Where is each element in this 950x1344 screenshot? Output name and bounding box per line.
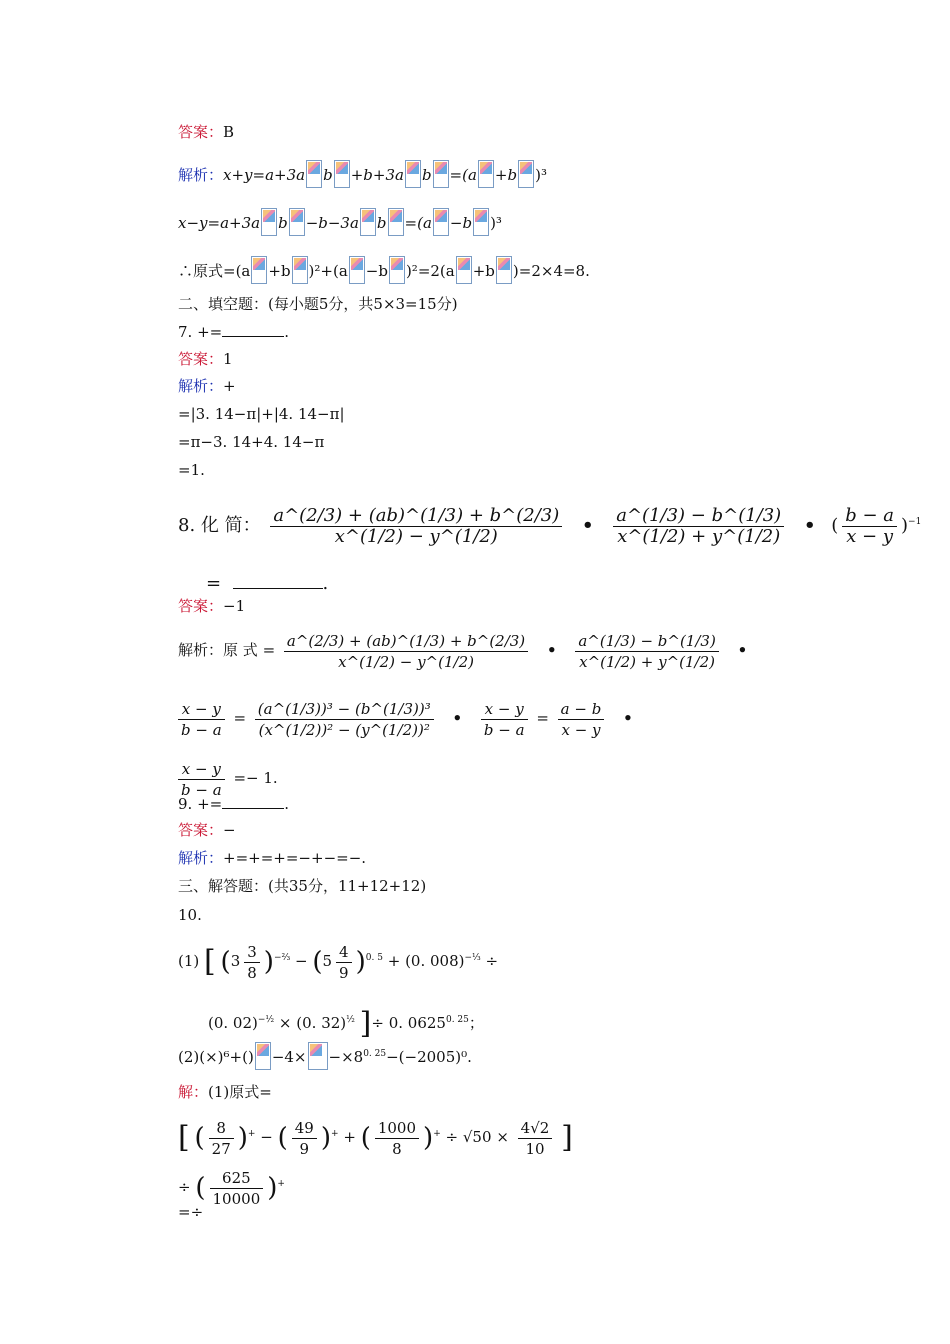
solution-10-line2: [ ( $\frac{8}{27}$ )+ − ( $\frac{49}{9}$ )+ + ( $\frac{1000}{8}$ )+ ÷ √50 × $\frac{4√2}{10}$ ]	[178, 1118, 573, 1158]
analysis-7-line3: =π−3. 14+4. 14−π	[178, 433, 325, 451]
math-text: −b	[449, 214, 473, 232]
math-text: )²+(a	[308, 262, 348, 280]
formula-image-icon	[308, 1042, 328, 1070]
math-text: −b	[365, 262, 388, 280]
denominator: x^(1/2) + y^(1/2)	[617, 525, 781, 547]
numerator: a^(2/3) + (ab)^(1/3) + b^(2/3)	[284, 631, 528, 652]
denominator: 10000	[212, 1189, 261, 1208]
formula-image-icon	[518, 160, 534, 188]
exponent: 0. 25	[445, 1015, 469, 1025]
question-9	[178, 794, 289, 814]
denominator: x − y	[846, 525, 894, 547]
formula-image-icon	[360, 208, 376, 236]
punct: .	[284, 323, 289, 341]
formula-image-icon	[389, 256, 405, 284]
denominator: 27	[211, 1139, 231, 1158]
question-8: 8. 化 简： $\frac{a\^{}(2/3) + (ab)\^{}(1/3) + b\^{}(2/3)}{x\^{}(1/2) - y\^{}(1/2)}$ • $\frac{a\^{}(1/3) - b\^{}(1/3)}{x\^{}(1/2) + y\^{}(1/2)}$ • ( $\frac{b - a}{x - y}$ )$^{-1}$	[178, 504, 922, 547]
fraction	[210, 1168, 264, 1209]
answer-value: −	[223, 821, 236, 839]
math-text: =(a	[404, 214, 432, 232]
fraction	[209, 1118, 234, 1159]
denominator: (x^(1/2))² − (y^(1/2))²	[258, 720, 430, 739]
answer-value: −1	[223, 597, 246, 615]
denominator: x^(1/2) + y^(1/2)	[579, 652, 715, 671]
math-text: =(a	[449, 166, 477, 184]
section-3-heading: 三、解答题：(共35分，11+12+12)	[178, 877, 427, 895]
numerator: 1000	[375, 1118, 419, 1139]
denominator: 9	[299, 1139, 310, 1158]
math-text: +=+=+=−+−=−.	[223, 849, 367, 867]
answer-label: 答案：	[178, 123, 224, 141]
exponent: +	[331, 1129, 339, 1139]
operator: •	[452, 709, 463, 727]
solution-10-line1	[178, 1082, 272, 1102]
operator: •	[737, 641, 748, 659]
denominator: b − a	[181, 720, 222, 739]
numerator: b − a	[842, 506, 897, 527]
denominator: x^(1/2) − y^(1/2)	[338, 652, 474, 671]
question-10-part1-line2: (0. 02)$^{-\frac{1}{2}}$ × (0. 32)$^{\frac{1}{2}}$ ]÷ 0. $0625^{0. 25}$；	[208, 1006, 484, 1041]
part-label: (1)	[178, 952, 200, 970]
question-7	[178, 322, 289, 342]
analysis-7	[178, 376, 236, 396]
denominator: 8	[247, 963, 257, 982]
answer-label: 答案：	[178, 350, 224, 368]
solution-10-line3: ÷ ( $\frac{625}{10000}$ )+	[178, 1168, 285, 1208]
math-text: (0. 02)	[208, 1014, 258, 1032]
formula-image-icon	[255, 1042, 271, 1070]
math-text: (1)原式=	[208, 1083, 272, 1101]
math-text: −4×	[271, 1048, 307, 1066]
exponent: +	[247, 1129, 256, 1139]
numerator: 8	[209, 1118, 234, 1139]
analysis-7-line4: =1.	[178, 461, 205, 479]
fraction	[481, 699, 528, 740]
math-text: )³	[535, 166, 547, 184]
formula-image-icon	[334, 160, 350, 188]
denominator: 10	[525, 1139, 545, 1158]
fraction	[518, 1118, 553, 1159]
formula-image-icon	[496, 256, 512, 284]
numerator: 625	[210, 1168, 264, 1189]
numerator: a^(1/3) − b^(1/3)	[613, 506, 784, 527]
math-text: =− 1.	[233, 769, 278, 787]
question-label: 8. 化 简：	[178, 515, 261, 536]
operator: ×	[496, 1128, 509, 1146]
formula-image-icon	[473, 208, 489, 236]
fraction	[292, 1118, 317, 1159]
solution-label: 解：	[178, 1083, 209, 1101]
math-text: × (0. 32)	[278, 1014, 347, 1032]
whole-number: 3	[230, 952, 241, 970]
exponent: +	[277, 1179, 285, 1189]
operator: +	[343, 1128, 356, 1146]
formula-image-icon	[292, 256, 308, 284]
denominator: 9	[339, 963, 349, 982]
question-10-part1-line1: (1) [ (3 $\frac{3}{8}$ )$^{-\frac{2}{3}}$ − (5 $\frac{4}{9}$ )$^{0. 5}$ + (0. 008)$^{-\frac{1}{3}}$ ÷	[178, 942, 499, 982]
denominator: b − a	[483, 720, 525, 739]
math-text: +b+3a	[350, 166, 404, 184]
equals: =	[262, 641, 276, 659]
exponent: 0. 5	[365, 953, 383, 963]
answer-8	[178, 596, 245, 616]
formula-image-icon	[433, 160, 449, 188]
punct: .	[284, 795, 289, 813]
analysis-8-line2	[178, 694, 643, 742]
fraction	[284, 631, 528, 672]
fraction	[336, 942, 352, 983]
formula-image-icon	[478, 160, 494, 188]
equals: =	[206, 573, 222, 594]
math-text: +b	[268, 262, 291, 280]
operator: •	[581, 515, 594, 536]
fraction	[255, 699, 434, 740]
numerator: x − y	[178, 759, 225, 780]
analysis-6-line2: x−y=a+3a b −b−3a b =(a −b )³	[178, 208, 502, 236]
numerator: 4	[336, 942, 352, 963]
exponent: ½	[346, 1015, 355, 1025]
solution-10-line4: =÷	[178, 1203, 204, 1221]
denominator: 8	[392, 1139, 402, 1158]
section-2-heading: 二、填空题：(每小题5分，共5×3=15分)	[178, 295, 458, 313]
fraction	[613, 506, 784, 547]
operator: •	[803, 515, 816, 536]
question-10-part2	[178, 1042, 472, 1070]
fraction	[178, 699, 225, 740]
operator: −	[260, 1128, 273, 1146]
fraction	[270, 506, 562, 547]
fraction	[244, 942, 260, 983]
math-text: −b−3a	[305, 214, 359, 232]
answer-7	[178, 349, 233, 369]
math-text: (0. 008)	[405, 952, 465, 970]
math-text: +b	[472, 262, 495, 280]
formula-image-icon	[388, 208, 404, 236]
fraction	[558, 699, 605, 740]
formula-image-icon	[349, 256, 365, 284]
answer-blank	[222, 322, 284, 337]
numerator: 3	[244, 942, 260, 963]
answer-label: 答案：	[178, 597, 224, 615]
answer-value: 1	[223, 350, 233, 368]
analysis-label: 解析：	[178, 377, 224, 395]
formula-image-icon	[261, 208, 277, 236]
exponent: −½	[257, 1015, 275, 1025]
math-text: √50	[462, 1128, 492, 1146]
question-8-result	[206, 572, 328, 594]
numerator: a^(1/3) − b^(1/3)	[575, 631, 718, 652]
formula-image-icon	[289, 208, 305, 236]
math-text: )²=2(a	[405, 262, 455, 280]
formula-image-icon	[306, 160, 322, 188]
math-text: ∴原式=(a	[178, 262, 251, 280]
numerator: a^(2/3) + (ab)^(1/3) + b^(2/3)	[270, 506, 562, 527]
answer-value: B	[223, 123, 235, 141]
exponent: −1	[908, 517, 922, 527]
numerator: 4√2	[518, 1118, 553, 1139]
analysis-label: 解析：	[178, 166, 224, 184]
question-text: 9. +=	[178, 795, 223, 813]
operator: ÷	[485, 952, 499, 970]
analysis-label: 解析：原 式	[178, 641, 258, 659]
denominator: x − y	[561, 720, 601, 739]
math-text: +b	[494, 166, 518, 184]
question-10: 10.	[178, 906, 202, 924]
math-text: −×8	[328, 1048, 364, 1066]
answer-blank	[222, 794, 284, 809]
fraction	[575, 631, 718, 672]
math-text: )³	[490, 214, 502, 232]
analysis-6-line3	[178, 256, 590, 284]
math-text: )=2×4=8.	[512, 262, 590, 280]
analysis-8-line1	[178, 626, 757, 674]
operator: +	[387, 952, 401, 970]
operator: −	[294, 952, 308, 970]
math-text: x−y=a+3a	[178, 214, 261, 232]
analysis-7-line2: =|3. 14−π|+|4. 14−π|	[178, 405, 345, 423]
numerator: x − y	[178, 699, 225, 720]
fraction	[842, 506, 897, 547]
analysis-label: 解析：	[178, 849, 224, 867]
denominator: b − a	[181, 780, 222, 799]
answer-blank	[233, 572, 323, 589]
math-text: −(−2005)⁰.	[386, 1048, 472, 1066]
punct: ；	[468, 1014, 484, 1032]
formula-image-icon	[456, 256, 472, 284]
exponent: −⅔	[273, 953, 291, 963]
question-text: 7. +=	[178, 323, 223, 341]
answer-9	[178, 820, 236, 840]
math-text: +	[223, 377, 236, 395]
exponent: −⅓	[464, 953, 481, 963]
punct: .	[322, 573, 329, 594]
formula-image-icon	[251, 256, 267, 284]
denominator: x^(1/2) − y^(1/2)	[334, 525, 498, 547]
formula-image-icon	[433, 208, 449, 236]
equals: =	[233, 709, 247, 727]
operator: •	[546, 641, 557, 659]
numerator: a − b	[558, 699, 605, 720]
whole-number: 5	[322, 952, 333, 970]
fraction	[375, 1118, 419, 1159]
math-text: x+y=a+3a	[223, 166, 306, 184]
answer-label: 答案：	[178, 821, 224, 839]
analysis-9	[178, 848, 366, 868]
operator: •	[623, 709, 633, 727]
math-text: (2)(×)⁶+()	[178, 1048, 254, 1066]
equals: =	[536, 709, 549, 727]
numerator: 49	[292, 1118, 317, 1139]
formula-image-icon	[405, 160, 421, 188]
operator: ÷	[445, 1128, 459, 1146]
exponent: 0. 25	[363, 1049, 387, 1059]
numerator: x − y	[481, 699, 528, 720]
numerator: (a^(1/3))³ − (b^(1/3))³	[255, 699, 434, 720]
math-text: ÷ 0. 0625	[371, 1014, 446, 1032]
answer-6	[178, 122, 234, 142]
exponent: +	[433, 1129, 441, 1139]
analysis-6-line1: 解析：x+y=a+3a b +b+3a b =(a +b )³	[178, 160, 547, 188]
operator: ÷	[178, 1178, 191, 1196]
